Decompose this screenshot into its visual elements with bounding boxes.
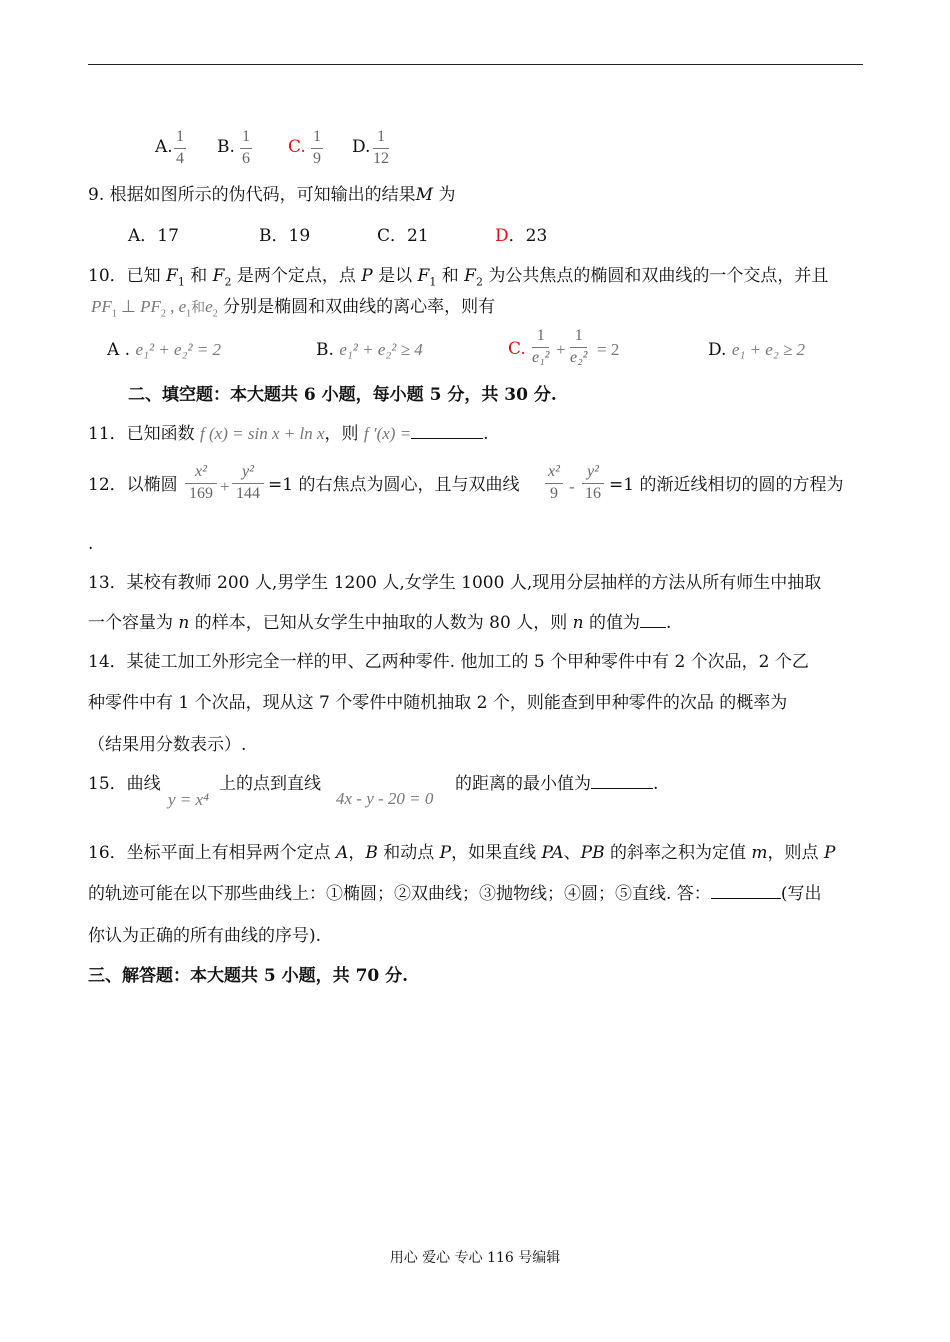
q10-stem-line1: 10．已知 $F_1$ 和 $F_2$ 是两个定点，点 P 是以 $F_1$ 和 $F_2$ 为公共焦点的椭圆和双曲线的一个交点，并且 — [88, 266, 829, 289]
q12-end-dot: . — [88, 534, 94, 554]
q16-line1: 16．坐标平面上有相异两个定点 A，B 和动点 P，如果直线 PA、PB 的斜率之积为定值 m，则点 P — [88, 843, 836, 863]
q14-line3: （结果用分数表示）. — [88, 735, 247, 755]
q12-fraction-x2-169: x² 169 — [185, 464, 217, 502]
q12-suffix: =1 的渐近线相切的圆的方程为 — [609, 475, 844, 495]
q9-stem: 9. 根据如图所示的伪代码，可知输出的结果M 为 — [88, 185, 456, 205]
q8-option-b-fraction: 1 6 — [242, 128, 250, 167]
q15-suffix: 的距离的最小值为 . — [455, 774, 659, 794]
q14-line1: 14．某徒工加工外形完全一样的甲、乙两种零件. 他加工的 5 个甲种零件中有 2 个次品，2 个乙 — [88, 652, 809, 672]
q12-prefix: 12．以椭圆 — [88, 475, 178, 495]
q10-option-c-fraction2: 1 e₂² — [570, 327, 588, 366]
q15-curve-expr: y = x⁴ — [168, 790, 209, 809]
q12-fraction-y2-16: y² 16 — [582, 464, 604, 502]
q15-middle: 上的点到直线 — [219, 774, 321, 794]
q10-option-b: B. e₁² + e₂² ≥ 4 — [316, 340, 423, 360]
q16-line3: 你认为正确的所有曲线的序号). — [88, 926, 322, 946]
q12-fraction-x2-9: x² 9 — [545, 464, 563, 502]
q8-option-a-letter: A. — [155, 137, 173, 157]
header-rule — [88, 64, 863, 65]
q10-option-c-plus: + — [556, 340, 566, 359]
q8-option-d-letter: D. — [352, 137, 371, 157]
q14-line2: 种零件中有 1 个次品，现从这 7 个零件中随机抽取 2 个，则能查到甲种零件的次品 的概率为 — [88, 693, 788, 713]
q10-option-d: D. e₁ + e₂ ≥ 2 — [708, 340, 806, 360]
q10-option-c-equals: = 2 — [597, 340, 620, 359]
q9-option-a: A．17 — [128, 226, 179, 246]
q9-option-b: B．19 — [259, 226, 311, 246]
q10-option-c-letter: C. — [508, 339, 526, 359]
q13-line2: 一个容量为 n 的样本，已知从女学生中抽取的人数为 80 人，则 n 的值为 . — [88, 613, 672, 633]
q12-plus: + — [220, 477, 230, 496]
q8-option-c-fraction: 1 9 — [313, 128, 321, 167]
q13-line1: 13．某校有教师 200 人,男学生 1200 人,女学生 1000 人,现用分层抽样的方法从所有师生中抽取 — [88, 573, 822, 593]
q9-option-c: C．21 — [377, 226, 429, 246]
page-footer: 用心 爱心 专心 116 号编辑 — [389, 1250, 561, 1266]
q8-option-b-letter: B. — [217, 137, 235, 157]
section-2-heading: 二、填空题：本大题共 6 小题，每小题 5 分，共 30 分. — [128, 385, 557, 405]
q12-fraction-y2-144: y² 144 — [232, 464, 264, 502]
q10-stem-line2: $PF_1$ ⊥ $PF_2$ , $e_1$和$e_2$ 分别是椭圆和双曲线的离心率，则有 — [91, 297, 496, 320]
section-3-heading: 三、解答题：本大题共 5 小题，共 70 分. — [88, 966, 409, 986]
q12-middle: =1 的右焦点为圆心，且与双曲线 — [268, 475, 520, 495]
q15-line-expr: 4x - y - 20 = 0 — [336, 789, 434, 808]
q9-option-d: D．23 — [495, 226, 548, 246]
q11: 11．已知函数 f (x) = sin x + ln x，则 f ′(x) = . — [88, 424, 489, 444]
q8-option-d-fraction: 1 12 — [373, 128, 389, 167]
q8-option-c-letter: C. — [288, 137, 306, 157]
q12-minus: - — [569, 477, 575, 496]
q10-option-a: A . e₁² + e₂² = 2 — [107, 340, 222, 360]
q10-option-c-fraction1: 1 e₁² — [532, 327, 550, 366]
q8-option-a-fraction: 1 4 — [176, 128, 184, 167]
q15-prefix: 15．曲线 — [88, 774, 161, 794]
q16-line2: 的轨迹可能在以下那些曲线上：①椭圆；②双曲线；③抛物线；④圆；⑤直线. 答： (写出 — [88, 884, 822, 904]
